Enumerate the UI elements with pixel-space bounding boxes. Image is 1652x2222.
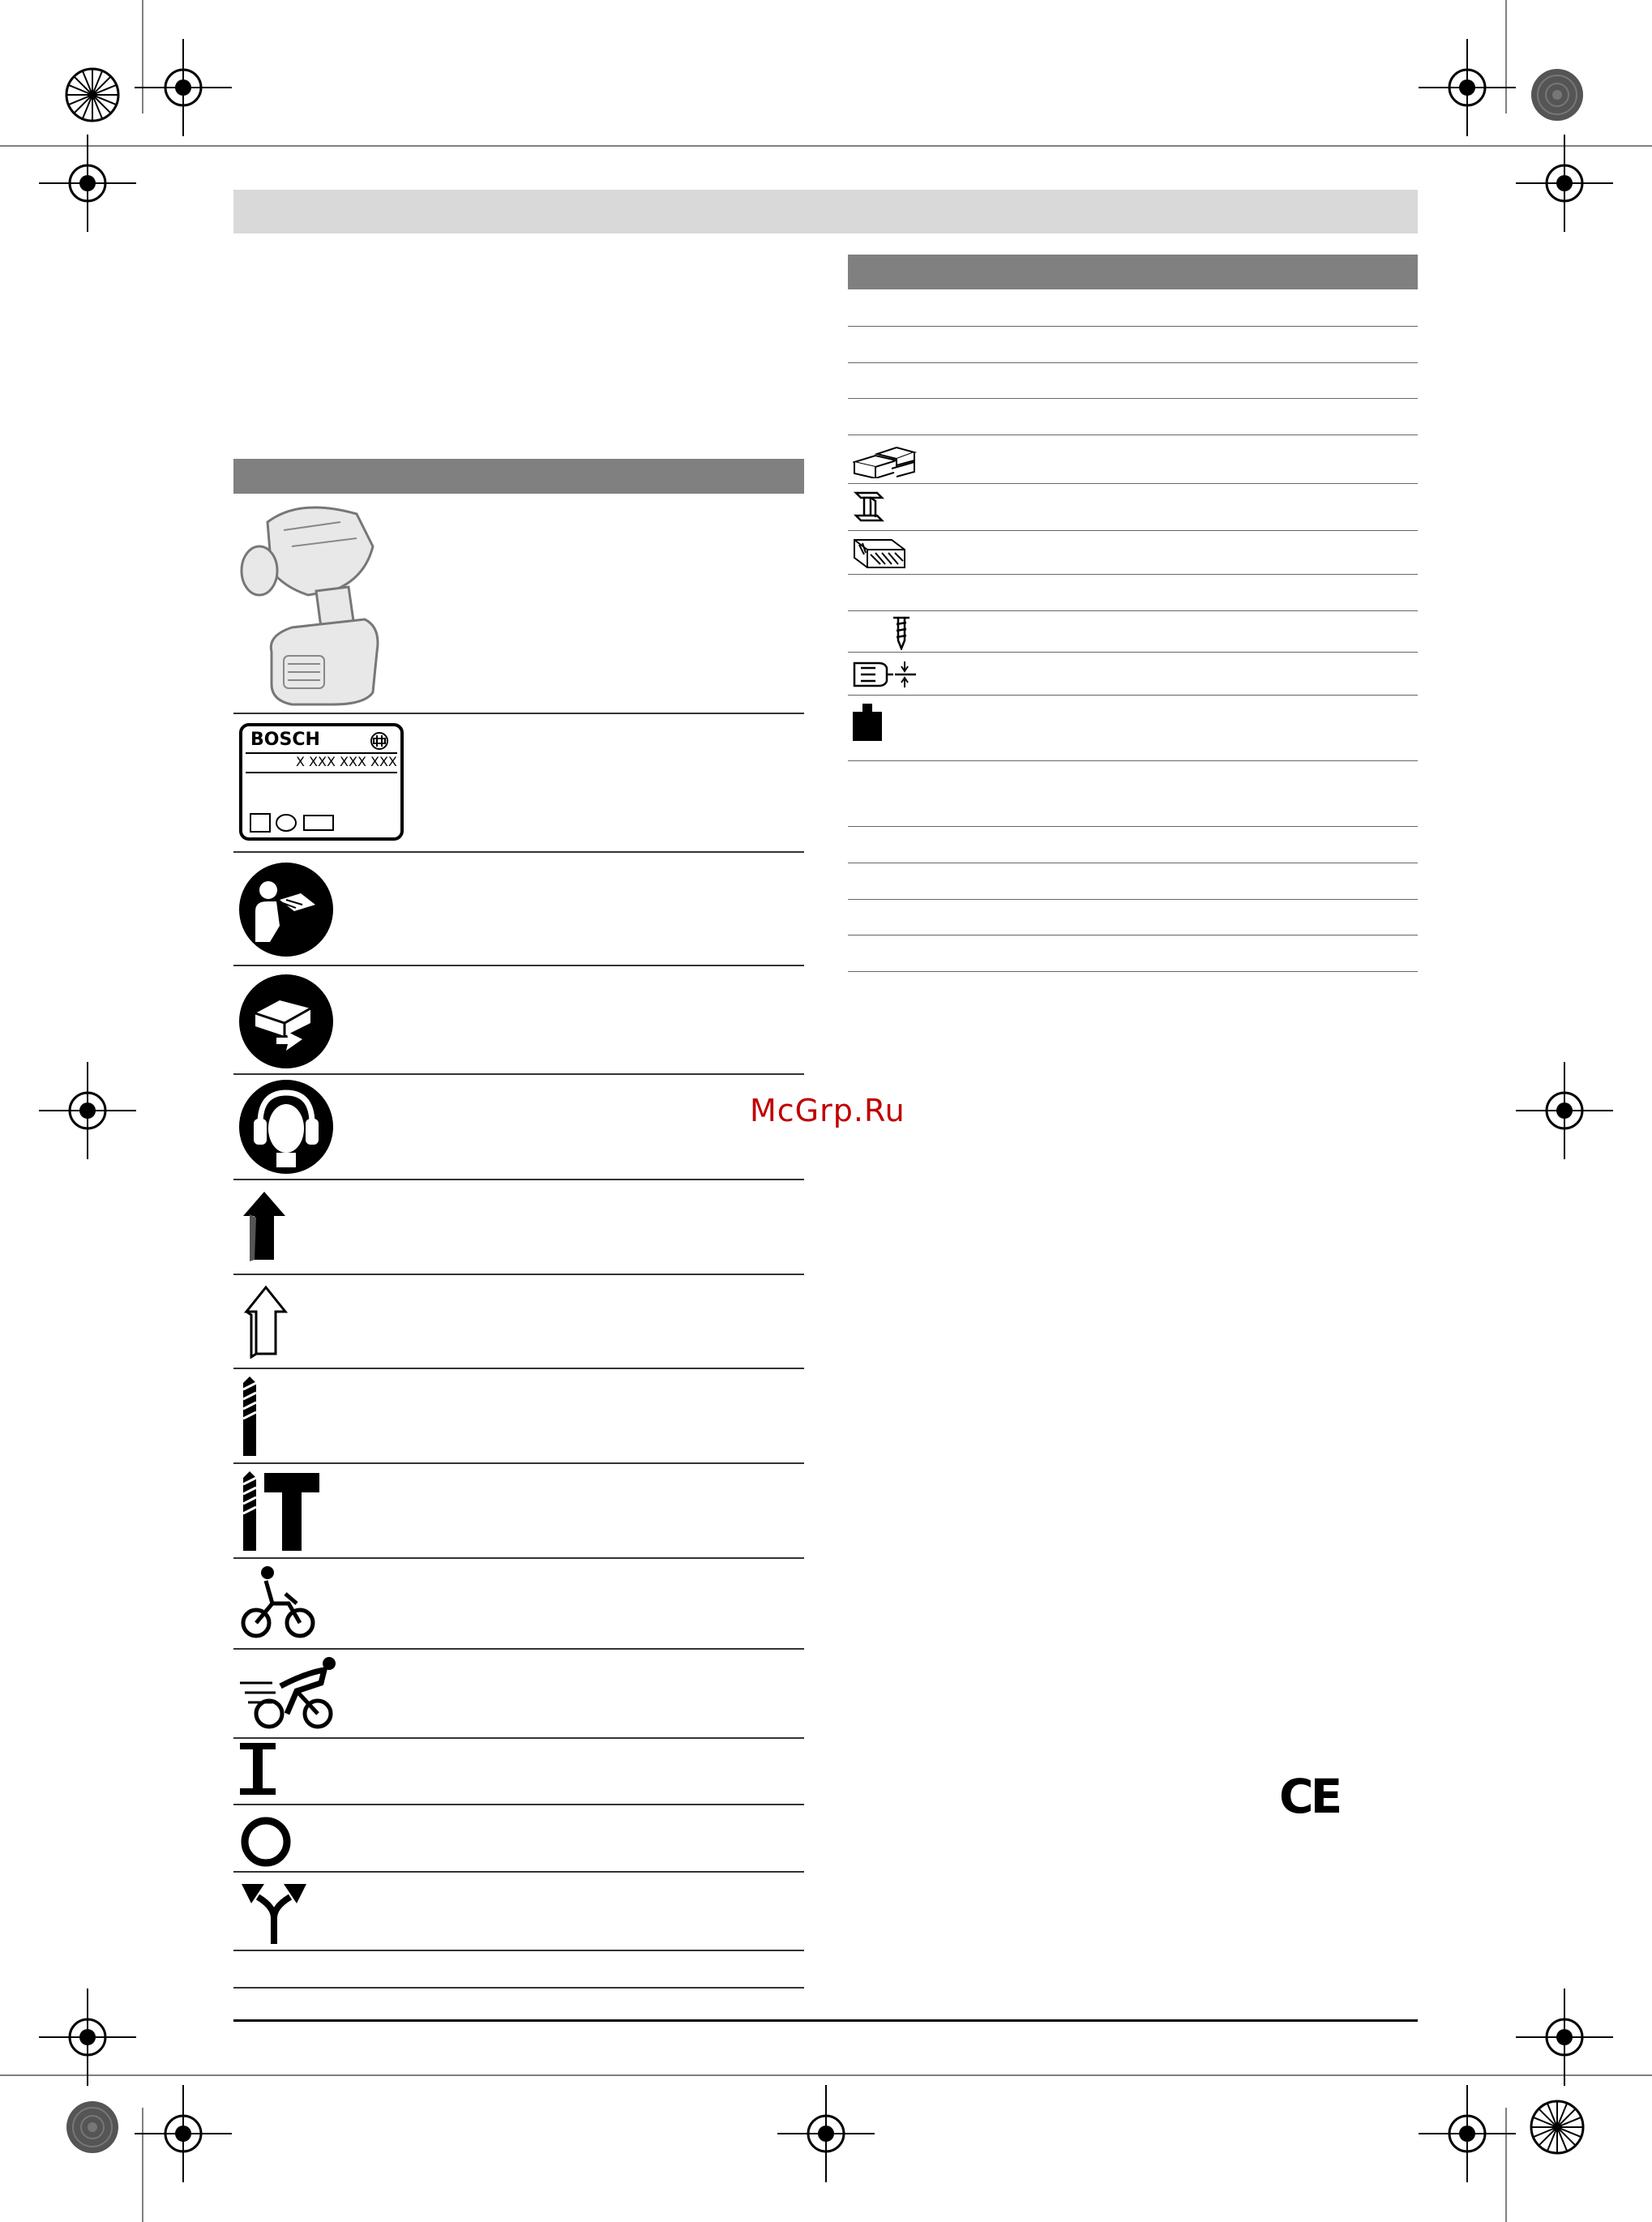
- bicycle-fast-icon: [240, 1654, 345, 1732]
- left-row-rule: [233, 1987, 804, 1989]
- right-row-rule: [848, 695, 1418, 696]
- nameplate-brand: BOSCH: [250, 730, 320, 750]
- left-row-rule: [233, 1462, 804, 1464]
- screw-icon: [890, 614, 913, 650]
- left-section-bar: [233, 459, 804, 494]
- left-row-rule: [233, 1368, 804, 1369]
- left-row-rule: [233, 1073, 804, 1075]
- left-row-rule: [233, 965, 804, 966]
- left-row-rule: [233, 1557, 804, 1559]
- right-row-rule: [848, 826, 1418, 827]
- arrow-up-filled-icon: [240, 1190, 289, 1263]
- left-row-rule: [233, 1950, 804, 1951]
- left-row-rule: [233, 1871, 804, 1873]
- drill-illustration: [235, 498, 381, 709]
- left-row-rule: [233, 1648, 804, 1650]
- right-row-rule: [848, 530, 1418, 531]
- i-beam-icon: [240, 1743, 276, 1795]
- left-row-rule: [233, 1274, 804, 1275]
- masonry-bricks-icon: [853, 441, 918, 478]
- left-row-rule: [233, 851, 804, 853]
- fork-arrow-icon: [240, 1879, 308, 1946]
- right-row-rule: [848, 652, 1418, 653]
- right-row-rule: [848, 483, 1418, 484]
- circle-icon: [240, 1816, 292, 1868]
- arrow-up-outline-icon: [240, 1286, 289, 1359]
- nameplate: [239, 723, 404, 841]
- nameplate-line: [246, 772, 397, 773]
- hearing-protection-icon: [238, 1078, 335, 1175]
- footer-rule: [233, 2019, 1418, 2022]
- right-row-rule: [848, 362, 1418, 363]
- drill-bit-icon: [240, 1376, 259, 1458]
- bicycle-slow-icon: [240, 1565, 318, 1642]
- right-row-rule: [848, 971, 1418, 972]
- read-manual-icon: [238, 861, 335, 958]
- steel-beam-icon: [853, 490, 885, 525]
- right-row-rule: [848, 899, 1418, 900]
- left-row-rule: [233, 1737, 804, 1739]
- drill-hammer-icon: [240, 1471, 321, 1552]
- battery-remove-icon: [238, 973, 335, 1070]
- bosch-armature-icon: [370, 731, 389, 751]
- right-section-bar: [848, 255, 1418, 289]
- right-row-rule: [848, 760, 1418, 761]
- ce-mark: CE: [1279, 1769, 1340, 1824]
- right-row-rule: [848, 398, 1418, 399]
- right-row-rule: [848, 610, 1418, 611]
- left-row-rule: [233, 1804, 804, 1805]
- chuck-range-icon: [851, 658, 919, 691]
- header-bar: [233, 190, 1418, 233]
- right-row-rule: [848, 574, 1418, 575]
- weight-icon: [851, 702, 884, 743]
- wood-icon: [851, 535, 908, 572]
- right-row-rule: [848, 326, 1418, 327]
- nameplate-number: X XXX XXX XXX: [296, 754, 397, 769]
- nameplate-shapes-icon: [249, 812, 346, 833]
- watermark: McGrp.Ru: [750, 1093, 905, 1128]
- left-row-rule: [233, 1179, 804, 1180]
- left-row-rule: [233, 713, 804, 714]
